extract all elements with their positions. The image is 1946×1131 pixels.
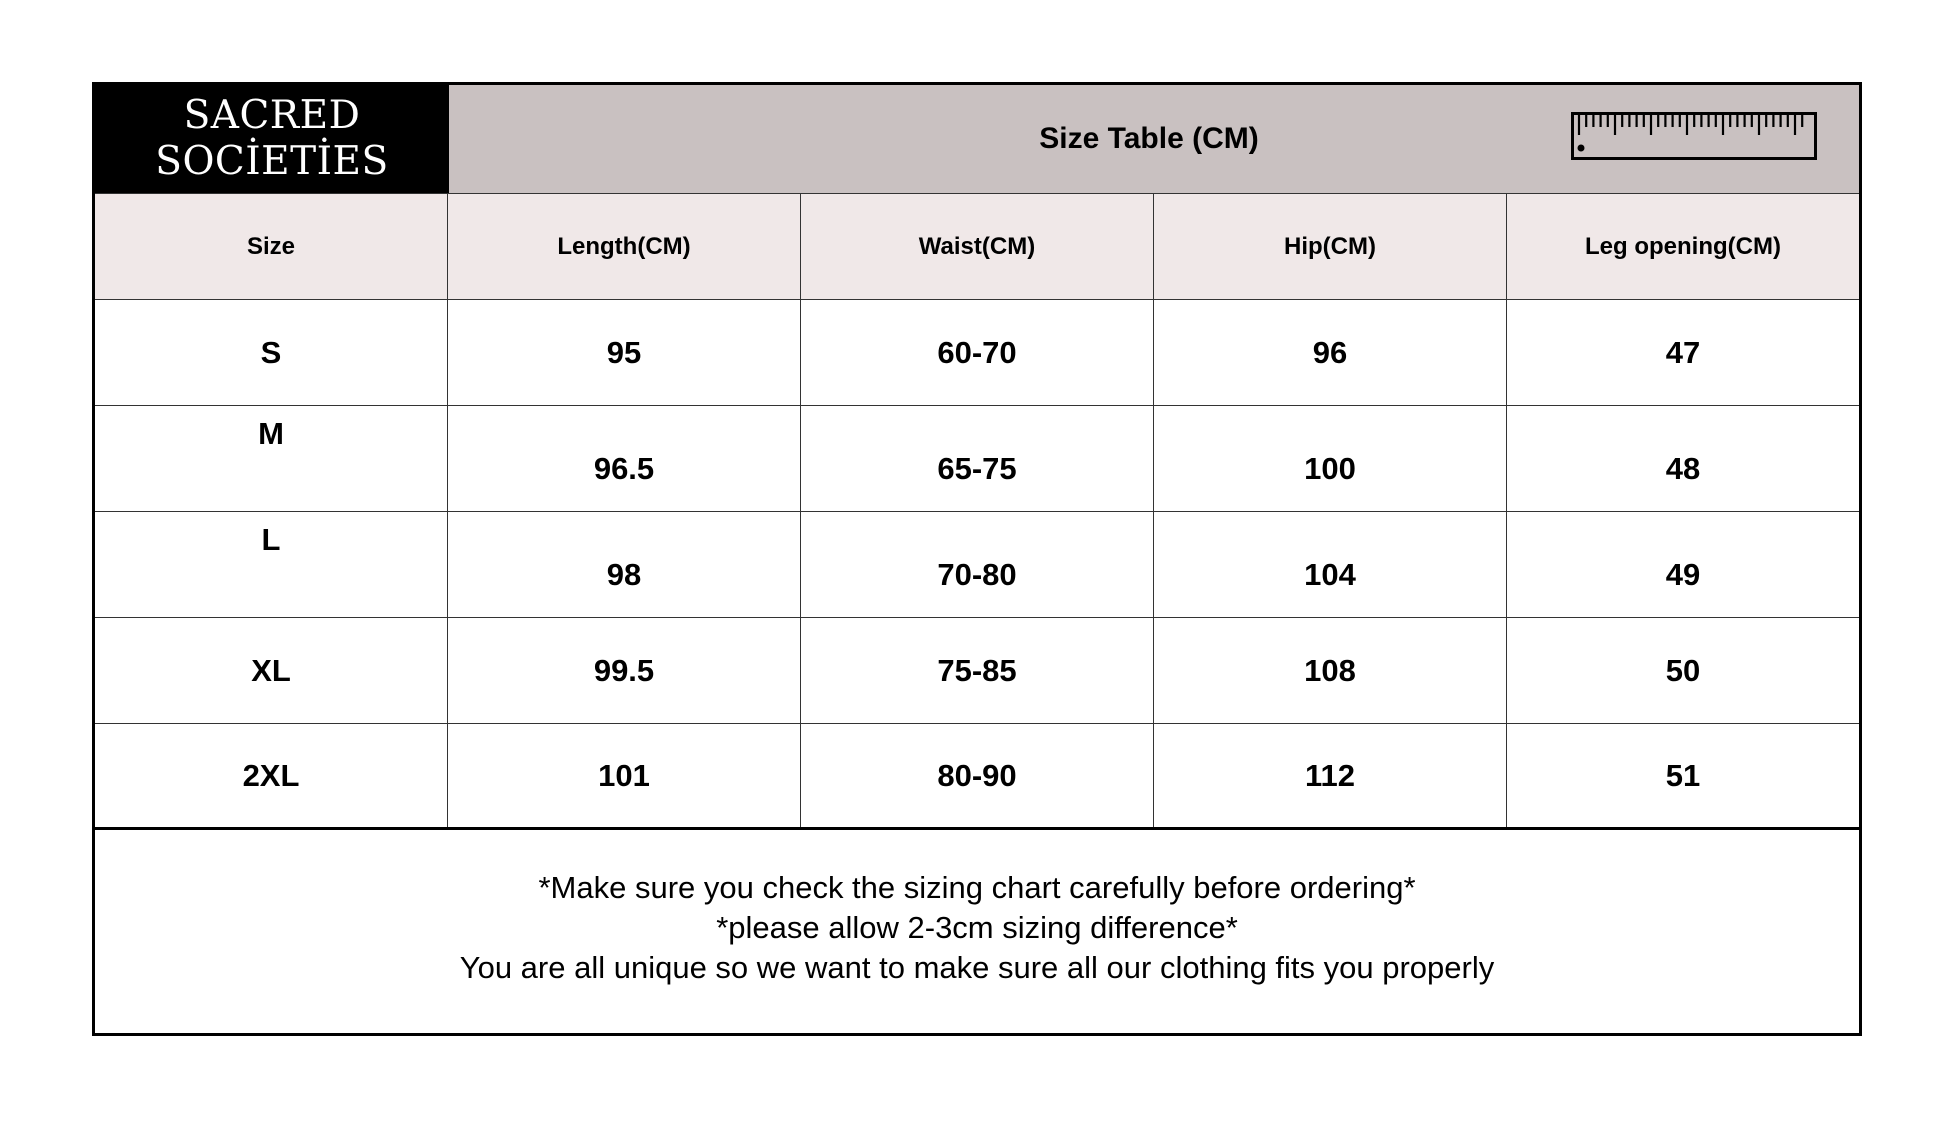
length-cell bbox=[448, 512, 801, 617]
brand-logo bbox=[95, 85, 449, 193]
size-value: L bbox=[261, 522, 281, 557]
length-cell bbox=[448, 618, 801, 723]
table-row bbox=[95, 406, 1859, 512]
column-header-length: Length(CM) bbox=[448, 194, 801, 299]
length-cell bbox=[448, 724, 801, 827]
leg-opening-value: 47 bbox=[1665, 334, 1701, 370]
column-header-row bbox=[95, 194, 1859, 300]
waist-cell bbox=[801, 406, 1154, 511]
waist-value: 60-70 bbox=[937, 334, 1017, 370]
hip-value: 112 bbox=[1304, 757, 1355, 793]
size-cell bbox=[95, 512, 448, 617]
column-header-size: Size bbox=[95, 194, 448, 299]
hip-cell bbox=[1154, 618, 1507, 723]
sizing-note-line: You are all unique so we want to make sure all our clothing fits you properly bbox=[459, 949, 1495, 985]
waist-value: 65-75 bbox=[937, 451, 1017, 486]
waist-value: 70-80 bbox=[937, 557, 1017, 592]
waist-value: 80-90 bbox=[937, 757, 1017, 793]
leg-opening-value: 50 bbox=[1665, 652, 1701, 688]
hip-cell bbox=[1154, 406, 1507, 511]
table-row bbox=[95, 618, 1859, 724]
leg-opening-value: 49 bbox=[1665, 557, 1701, 592]
size-cell bbox=[95, 406, 448, 511]
length-value: 99.5 bbox=[593, 652, 655, 688]
waist-cell bbox=[801, 512, 1154, 617]
hip-value: 96 bbox=[1312, 334, 1348, 370]
table-title: Size Table (CM) bbox=[1039, 122, 1259, 155]
size-value: S bbox=[260, 334, 282, 370]
leg-opening-value: 48 bbox=[1665, 451, 1701, 486]
leg-opening-cell bbox=[1507, 618, 1859, 723]
table-title-row bbox=[95, 85, 1859, 194]
length-cell bbox=[448, 406, 801, 511]
waist-cell bbox=[801, 724, 1154, 827]
size-table bbox=[92, 82, 1862, 1036]
sizing-note-line: *please allow 2-3cm sizing difference* bbox=[716, 909, 1238, 945]
hip-cell bbox=[1154, 724, 1507, 827]
hip-cell bbox=[1154, 300, 1507, 405]
brand-logo-line-1: SACRED bbox=[183, 93, 361, 138]
size-value: M bbox=[258, 416, 284, 451]
leg-opening-cell bbox=[1507, 512, 1859, 617]
leg-opening-cell bbox=[1507, 406, 1859, 511]
size-value: 2XL bbox=[242, 757, 300, 793]
waist-cell bbox=[801, 300, 1154, 405]
hip-value: 100 bbox=[1304, 451, 1356, 486]
column-header-hip: Hip(CM) bbox=[1154, 194, 1507, 299]
hip-cell bbox=[1154, 512, 1507, 617]
sizing-note-line: *Make sure you check the sizing chart carefully before ordering* bbox=[538, 869, 1416, 905]
length-value: 98 bbox=[606, 557, 642, 592]
ruler-icon bbox=[1571, 112, 1817, 160]
leg-opening-cell bbox=[1507, 724, 1859, 827]
table-row bbox=[95, 300, 1859, 406]
size-value: XL bbox=[251, 652, 291, 688]
waist-cell bbox=[801, 618, 1154, 723]
length-value: 96.5 bbox=[593, 451, 655, 486]
brand-logo-line-2: SOCİETİES bbox=[155, 139, 389, 184]
size-cell bbox=[95, 618, 448, 723]
leg-opening-value: 51 bbox=[1665, 757, 1701, 793]
size-cell bbox=[95, 300, 448, 405]
size-cell bbox=[95, 724, 448, 827]
length-value: 101 bbox=[598, 757, 650, 793]
length-value: 95 bbox=[606, 334, 642, 370]
column-header-leg-opening: Leg opening(CM) bbox=[1585, 232, 1781, 260]
table-row bbox=[95, 512, 1859, 618]
sizing-notes bbox=[95, 830, 1859, 1039]
waist-value: 75-85 bbox=[937, 652, 1017, 688]
length-cell bbox=[448, 300, 801, 405]
hip-value: 108 bbox=[1304, 652, 1356, 688]
leg-opening-cell bbox=[1507, 300, 1859, 405]
table-row bbox=[95, 724, 1859, 830]
hip-value: 104 bbox=[1304, 557, 1356, 592]
table-title-cell bbox=[449, 85, 1859, 193]
column-header-waist: Waist(CM) bbox=[801, 194, 1154, 299]
